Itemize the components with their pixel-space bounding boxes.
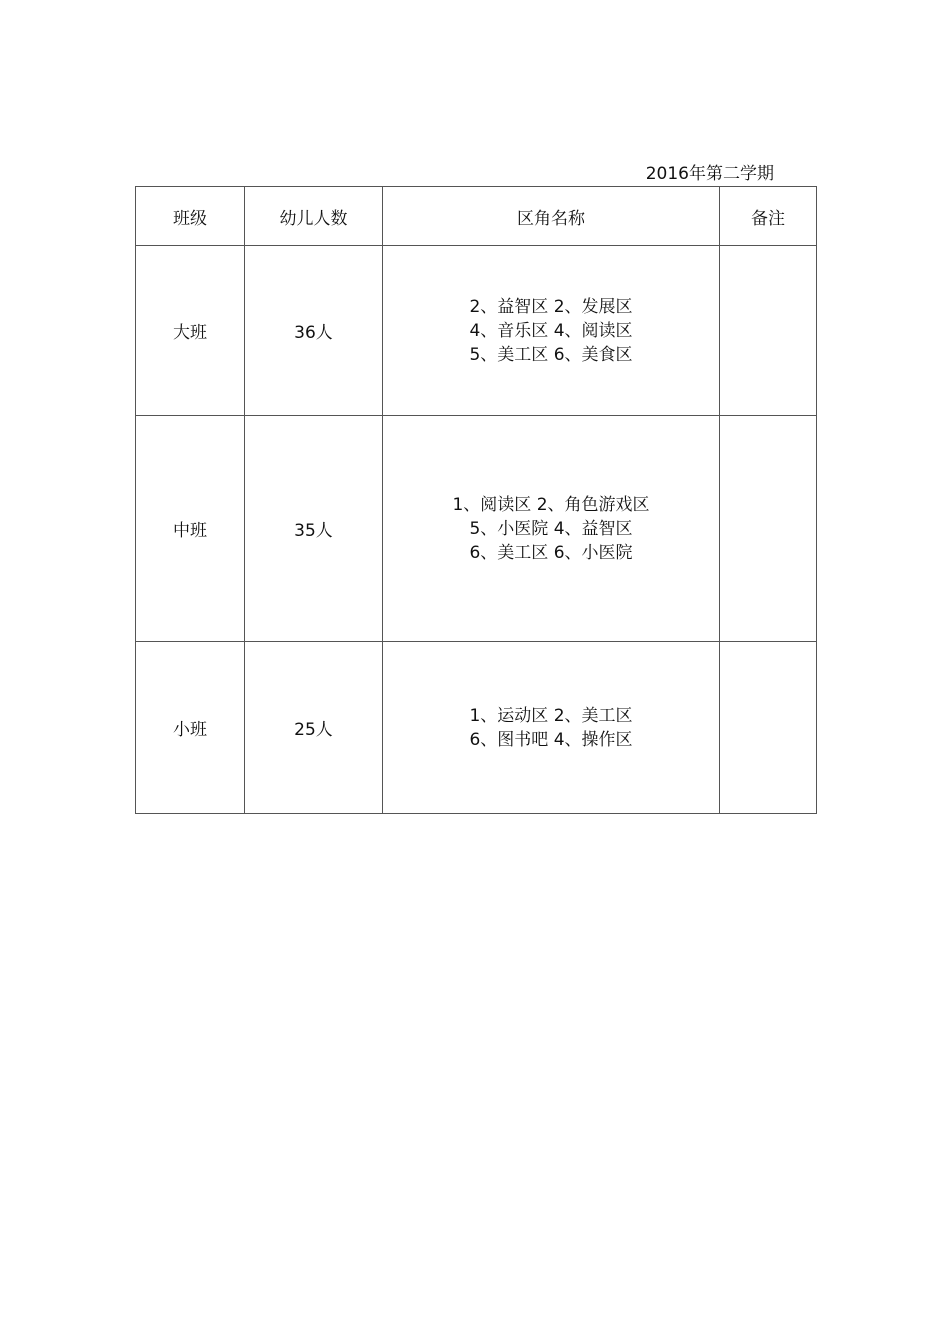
header-children-count: 幼儿人数 [245, 187, 383, 246]
area-line: 5、美工区 6、美食区 [469, 344, 633, 365]
children-count-cell: 35人 [245, 416, 383, 642]
table-row [136, 246, 817, 416]
area-line: 6、美工区 6、小医院 [469, 542, 633, 563]
note-cell [720, 246, 817, 416]
table-row [136, 642, 817, 814]
area-line: 2、益智区 2、发展区 [469, 296, 633, 317]
area-line: 1、运动区 2、美工区 [469, 705, 633, 726]
area-names-cell [383, 246, 720, 416]
children-count-cell: 25人 [245, 642, 383, 814]
header-notes: 备注 [720, 187, 817, 246]
table-row [136, 416, 817, 642]
class-name-cell: 大班 [136, 246, 245, 416]
area-names-cell [383, 642, 720, 814]
class-area-table [135, 186, 817, 814]
header-class: 班级 [136, 187, 245, 246]
class-name-cell: 中班 [136, 416, 245, 642]
note-cell [720, 416, 817, 642]
area-line: 5、小医院 4、益智区 [469, 518, 633, 539]
note-cell [720, 642, 817, 814]
class-name-cell: 小班 [136, 642, 245, 814]
children-count-cell: 36人 [245, 246, 383, 416]
area-line: 4、音乐区 4、阅读区 [469, 320, 633, 341]
header-area-names: 区角名称 [383, 187, 720, 246]
area-line: 6、图书吧 4、操作区 [469, 729, 633, 750]
area-line: 1、阅读区 2、角色游戏区 [452, 494, 650, 515]
area-names-cell [383, 416, 720, 642]
semester-label: 2016年第二学期 [645, 164, 774, 184]
table-header-row [136, 187, 817, 246]
